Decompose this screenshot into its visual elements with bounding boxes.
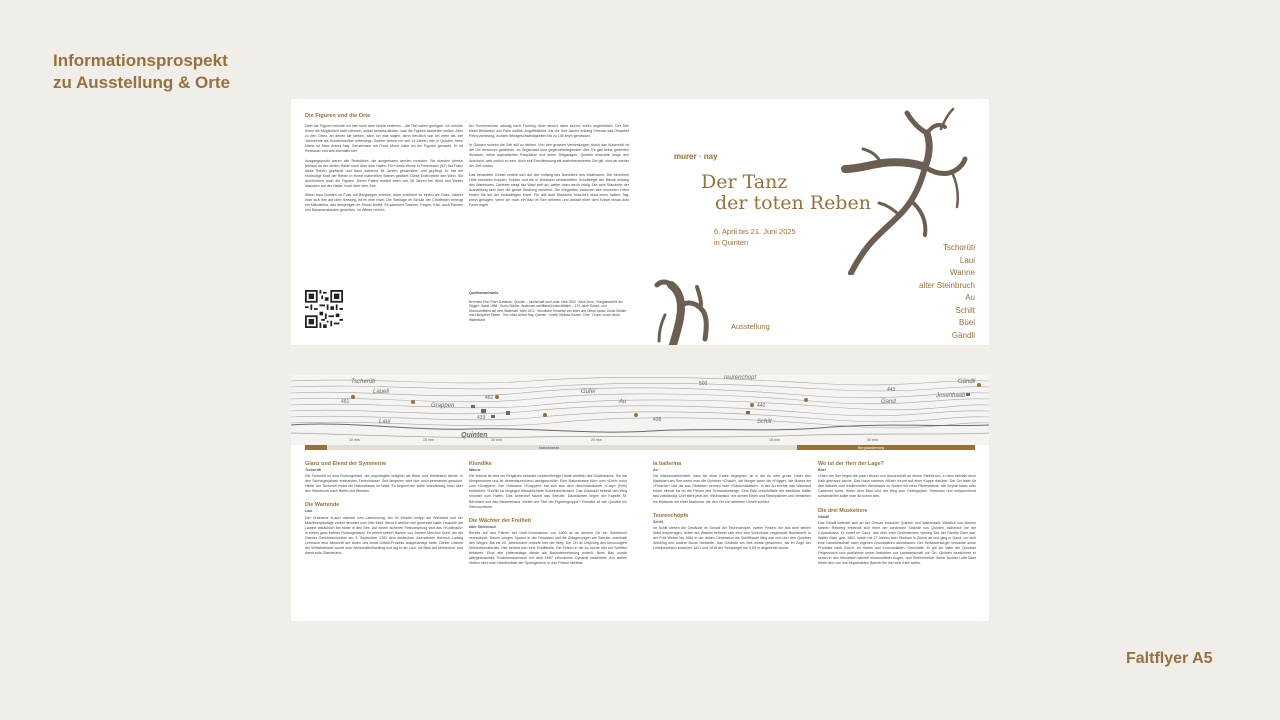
section-title: Glanz und Elend der Symmetrie: [305, 461, 387, 467]
inside-paragraph: Ausgangspunkt waren alte Rebstöcke, die ausgerissen werden mussten. Sie standen jahrein jahraus an der steilen Halde hoch über dem Hafen. Für Kürnis Weine in Freienbach (SZ) hat Franz diese Reben gepflanzt und dann während 38 Jahren geschnitten und gepflegt. Er hat die eindeutige Kraft der Reben in einem materiellen Stamm gebildet. Diese Kraft belebt den Wein. Sie durchströmt auch die Figuren. Deren Patina erzählt eben von 38 Jahren bei Wind und Wetter draussen auf der Halde, hoch über dem See.: [305, 158, 463, 189]
cover-title-line-2: der toten Reben: [715, 192, 871, 214]
back-column: [469, 461, 627, 575]
section-text: Das Gändli befindet sich an der Grenze zwischen Quinten und Walenstadt. Westlich von diesem kleinen Rebberg erstreckt sich einer der schönsten Strände von Quinten, sicherlich nie die Copacabana. Er endet im Gand, das über zwei Generationen hinweg Sitz der Familie Baer war. Walter Baer, geb. 1862, brach mit 27 Jahren sein Studium in Zürich ab und ging in Gand, um sich eine Landwirtschaft nach eigenen Grundsätzen aufzubauen. Der Selbstversorger verkaufte seine Produkte nach Zürich, an Hotels und Konsumläden. Geschäfte. Er gilt als Vater der Quintner Feigenzucht und publizierte seine Ansichten zur Landwirtschaft vor Ort. Quinten bezeichnet er schon in den Hinweisen seinem einwandfreier Augen- und Seelenmeide. Seine Tochter Lotte Baer führte den von ihm begründeten Betrieb bis ins hohe Alter weiter.: [818, 520, 976, 566]
place-item: Schilt: [955, 305, 975, 315]
flyer-back-side: [291, 375, 989, 621]
map-elevation: 440: [757, 403, 766, 409]
map-elevation: 500: [699, 381, 708, 387]
section-title: Teurenchöpfe: [653, 512, 689, 519]
section-location: alter Steinbruch: [469, 524, 497, 529]
cover-title: [701, 172, 871, 214]
section-title: Die Wartende: [305, 502, 340, 509]
inside-paragraph: Wenn man Quinten zu Fuss auf Bergwegen erreicht, dann erscheint es einem als Oase, stärker man sich ihm auf dem Seeweg, ist es eine Insel. Die Steillage im Schutz der Churfirsten erzeugt ein Mikroklima, das demjenigen im Tessin ähnelt. Es wachsen Trauben, Feigen, Kiwi, auch Palmen und Bananenstauden gedeihen. Im Winter reicht's: [305, 193, 463, 213]
location-section: [305, 461, 463, 494]
section-text: Bereits auf den Plänen der Linth-Kommission von 1800 ist an diesem Ort ein Steinbruch verzeichnet. Davon zeugen Spuren in der Felswand und die Ablagerungen am Seeufer unterhalb des Weges. Bis ins 20. Jahrhundert ordnete hier der Weg. Der Ort ist Ursprung des bevorzugten Mühlsteinmaterials. Hier befand sich eine Schiffstelle. Die Felsen in die Au wurde hier mit Schiffen befahren. Eine alte Hafenanlage diente als Bauunternehmung erstellt. Beim Bau wurde allergeibrachtes Trockenmauerwerk mit dem 1667 erfundenen Dynamit bearbeitet. Am steilen Stellen sind noch Überbleibsel der Sprengbohrer in den Felsen sichtbar.: [469, 530, 627, 566]
map-label: Au: [619, 399, 627, 405]
inside-paragraph: Über die Figuren möchte ich hier nicht viele Worte verlieren – die Titel sollen genügen. Ich möchte Ihnen die Möglichkeit nicht nehmen, selbst herauszufinden, was die Figuren darstellen wollen. Aber zu den Orten, an denen sie stehen, kann ich was sagen, denn beruflich war ich mehr als vier Jahrzehnte als Kunsthistoriker unterwegs. Zudem wohne ich seit 14 Jahren hier in Quinten. Mein Name ist Marc Antoni Nay. Gemeinsam mit Franz Murer habe ich die Figuren gemacht. Er ist Rebbauer und lebt ebenfalls hier.: [305, 124, 463, 154]
credits-block: [469, 291, 629, 323]
inside-paragraph: Das besiedelte Gebiet verteilt sich auf vier entlang des Nordufers des Walensees. Die einzelnen Höfe besetzen Kuppen, Hohlen und die in Wiesland verwandelten Schuttkegel der Bäche entlang des Walensees. Dahinter steigt der Wald steil an, weiter oben wird's felsig. Die acht Standorte der Ausstellung sind über die ganze Siedlung verstreut. Die Wegzeiten zwischen den einzelnen Orten finden Sie auf der rückwärtigen Karte. Für alle acht Standorte braucht's etwa einen halben Tag, wenn genügen, wenn sie noch ein Bad im See nehmen und anstatt einer dem Knisel etwas aufs Feuer legen.: [469, 172, 629, 208]
section-text: Der Ortsname «Laui» stammt vom Lawinenzug, der im Westen knapp am Wiesland und der Maulbeerplantage vorbei herunter zum Ufer führt. Wenn's wirklich viel geschneit hatte, rauschte die Lawine tatsächlich bis hinter in den See. Auf einem sicheren Felsvorsprung sitzt das «Kuhlihaus» in einem ganz kleinen Rodungsstand. Es erhielt seinen Namen von Johann Melchior Kuhli, der als Glarner Gerichtsschreiber am 3. September 1782 dem deutschen Journalisten Heinrich Ludwig Lehmann eine Abschrift der Akten des Anna Göldin-Prozess ausgehändigt hatte. Dieser Urahne der Whistleblower wurde zum Wirtschaftsflüchtling und lag in der Laui, mit Blick auf Mühlehorn, und damit aufs Glarnerland.: [305, 515, 463, 556]
location-section: [469, 461, 627, 510]
section-title: Wo ist der Herr der Lage?: [818, 461, 884, 467]
map-label: Gufel: [581, 389, 596, 395]
back-column: [653, 461, 811, 559]
map-label: Grappen: [431, 403, 455, 409]
credits-title: Quellennachweis: [469, 291, 499, 295]
map-label: Quinten: [461, 432, 488, 439]
back-column: [305, 461, 463, 564]
section-location: Au: [653, 468, 658, 472]
route-label-trail: Bergwanderweg: [858, 445, 884, 450]
section-text: Die Tschorüti ist eine Rodungsinsel, die ursprünglich lediglich als Wies- und Weideland diente. In den Sechzigerjahren entstanden Ferienhäuser. Seit längerem wird hier auch permanent gewohnt. Hinter der Tschorüti endet die Naturstrasse im Wald. Es beginnt der steile Wanderweg hoch über den Steinbruch nach Betlis und Weesen.: [305, 474, 463, 494]
flyer-front-side: [291, 99, 989, 345]
place-item: alter Steinbruch: [918, 280, 975, 290]
map-label: Teurenchopf: [723, 375, 757, 381]
route-label-road: Naturstrasse: [539, 445, 560, 450]
back-column: [818, 461, 976, 575]
map-label: Laui: [379, 419, 391, 425]
inside-title: Die Figuren und die Orte: [305, 113, 371, 119]
section-text: Die Wahrscheinlichkeit, dass sie einer Katze begegnen, ist in der Au sehr gross. Unter den Nachbarn am See nennt man die Quintner «Chack», die Murger wenn die «Fögge», die Molser die «Frösche» und die aus Obstetten nennen man «Gänschtädtlich». In der Au reichte das Wiesland früher einmal bis an die Felsen des Schrandenberge. Eine Rille verschüttete die westliche Hälfte fast vollständig. Dort steht jetzt der «Mühliwald», mit seinen Eiben und Stechpalmen und entstehen ein Bildstock mit einer Madonna, die den Ort vor weiterem Unheil schützt.: [653, 474, 811, 504]
route-segment-road: [327, 445, 797, 450]
map-elevation: 438: [653, 417, 662, 423]
distance-label: 15 min: [423, 438, 434, 442]
inside-column-left: [305, 113, 463, 218]
page-heading: [53, 50, 230, 94]
cover-date: [714, 226, 796, 248]
map-label: Josenhaab: [936, 393, 966, 399]
route-segment-trail: [797, 445, 975, 450]
section-title: Die Wächter der Freiheit: [469, 517, 532, 524]
section-location: Wanne: [469, 468, 481, 472]
section-location: Tschorüti: [305, 468, 322, 472]
map-elevation: 461: [341, 399, 350, 405]
vine-sculpture-small-image: [651, 275, 723, 345]
section-location: Büel: [818, 468, 826, 472]
heading-line-1: Informationsprospekt: [53, 51, 228, 70]
distance-label: 10 min: [769, 438, 780, 442]
map-label: Laueli: [373, 389, 390, 395]
map-label: Gändli: [958, 379, 976, 385]
location-section: [653, 461, 811, 505]
section-location: Gändli: [818, 514, 830, 519]
distance-label: 10 min: [349, 438, 360, 442]
qr-code[interactable]: [305, 290, 343, 328]
format-label: Faltflyer A5: [1126, 650, 1213, 667]
map-elevation: 462: [485, 395, 494, 401]
place-item: Au: [965, 293, 975, 302]
topographic-map[interactable]: [291, 375, 989, 445]
section-title: Die drei Musketiere: [818, 507, 868, 514]
location-section: [305, 502, 463, 556]
location-section: [818, 508, 976, 567]
place-item: Büel: [958, 318, 975, 327]
route-segment-trail: [305, 445, 327, 450]
location-section: [818, 461, 976, 500]
map-label: Gand: [881, 399, 896, 405]
section-title: la ballerina: [653, 461, 682, 467]
distance-label: 20 min: [491, 438, 502, 442]
places-list: [919, 242, 975, 342]
cover-title-line-1: Der Tanz: [701, 171, 788, 193]
credits-text: Bernhard Hidi, Peter Danatsch, Quinten – Landschaft und Laute. Mels 2000 · Alois Senti, «Sargasserlicht der Stiggli». Basel 1958 · Guido Städler, Walensee-schifffahrt/Lichtschifffahrt – 175 Jahre Dampf- und Motorschifffahrt auf dem Walensee. Mels 2012 · Mündliche Hinweise von leder und Otmar Jauss; Guido Städler und Hanspeter Städel · Text: Marc Antoni Nay, Quinten · Grafik: Melissa Sonkel, Chur · Druck: kooch druck, Walenstadt: [469, 299, 627, 322]
section-location: Schilt: [653, 519, 663, 524]
cover-footer-label: Ausstellung: [731, 322, 770, 331]
cover-date-line-2: in Quinten: [714, 238, 749, 247]
route-scale: [305, 438, 975, 454]
distance-label: 20 min: [591, 438, 602, 442]
section-title: Klondike: [469, 461, 492, 467]
location-section: [653, 513, 811, 552]
inside-column-middle: [469, 124, 629, 212]
place-item: Tschorüti: [942, 243, 975, 252]
distance-label: 30 min: [867, 438, 878, 442]
map-label: Tscherüti: [351, 379, 376, 385]
place-item: Laui: [959, 255, 975, 265]
place-item: Wanne: [949, 268, 975, 277]
heading-line-2: zu Ausstellung & Orte: [53, 73, 230, 92]
section-location: Laui: [305, 509, 313, 514]
section-text: Die Wanne ist eine mit Reigärten besetzte muldenförmige Halde westlich des Dolderbachs. Sie hat Morgensonne und ist dementsprechend windgeschützt. Eine Naturstrasse führt vom «Dorf» hoch zum «Grappen». Der Ortsname «Grappen» hat sich aus dem rätoromanischen «Crap» (Fels) entwickelt. «Dörfli» ist hingegen alteschlichtete Schweizerdeutsch. Das Unterdorf besetzt den Weg hinunter zum Hafen. Das Unterdorf säumt das Seeufer. Dazwischen liegen die Kapelle St. Bernhard und das Mesmerhaus. Weiter der Titel der Figurengruppe? Klondike ist wie Quinten ein Sehnsuchtsort.: [469, 474, 627, 509]
map-label: Schilt: [757, 419, 772, 425]
inside-paragraph: In Quinten scheint die Zeit still zu stehen. Von den grossen Verbindungen durch das Automobil ist der Ort verschont geblieben. Im Gegensatz zum gegenüberliegenden Ufer. Es gibt keine geteerten Strassen, keine asphaltierten Parkplätze und keine Tiefgaragen. Quinten erweckte lange den Anschein, weit zurück zu sein, doch seit Erschliessung als anstrebenswertes Ziel gilt, sind wir wieder der Zeit voraus.: [469, 143, 629, 168]
location-section: [469, 518, 627, 567]
map-elevation: 433: [477, 415, 486, 421]
section-text: Im Schilt stehen die Gebäude im Schutz der Teurenchöpfe, zweier Felsen, die aus dem steilen Wald emporragen. Unten am Wasser befindet sich eine zum Wohnhaus umgebaute Bootswerft. In der Fritz Weber bis 1956 in der dritten Generation als Schiffbauer tätig war und dort den Quintner Weidling und andere Boote herstellte. Das Gelände am See wurde gewonnen, als im Zuge der Linthkorrektion zwischen 1811 und 1816 der Seespiegel um 5,50 m abgesenkt wurde.: [653, 525, 811, 551]
map-elevation: 443: [887, 387, 896, 393]
cover-date-line-1: 6. April bis 21. Juni 2025: [714, 227, 796, 236]
place-item: Gändli: [951, 330, 975, 340]
cover-artists-label: murer · nay: [674, 152, 718, 161]
inside-paragraph: bei Sonnenschein ständig nach Frühling. Aber wenn's dann stürmt, wird's ungemütlich. Der See bleibt Westwind und Föhn seitlich Angriffsfläche. Als vor fünf Jahren entlang Februar das Orkantief Petra vorbeizog, wurden Windgeschwindigkeiten bis zu 100 km/h gemessen.: [469, 124, 629, 139]
section-text: Unten am See liegen die paar Häuser von Ausserschilt an einem Steinbruch, in dem einmals auch Kalk gebrannt wurde. Das Haus namens «Büel» thront auf einer Kuppe darüber. Der Ort leitet für den Wandel vom traditionellen Weinbauer zu Sorten mit mehr Pilzresistenz, wie Seyval blanc oder Cabernet cortis. Hinter dem Büel wird der Weg zum Gebirgspfad. Trittsicher und entsprechend schwindelfrei sollte man da schon sein.: [818, 474, 976, 499]
